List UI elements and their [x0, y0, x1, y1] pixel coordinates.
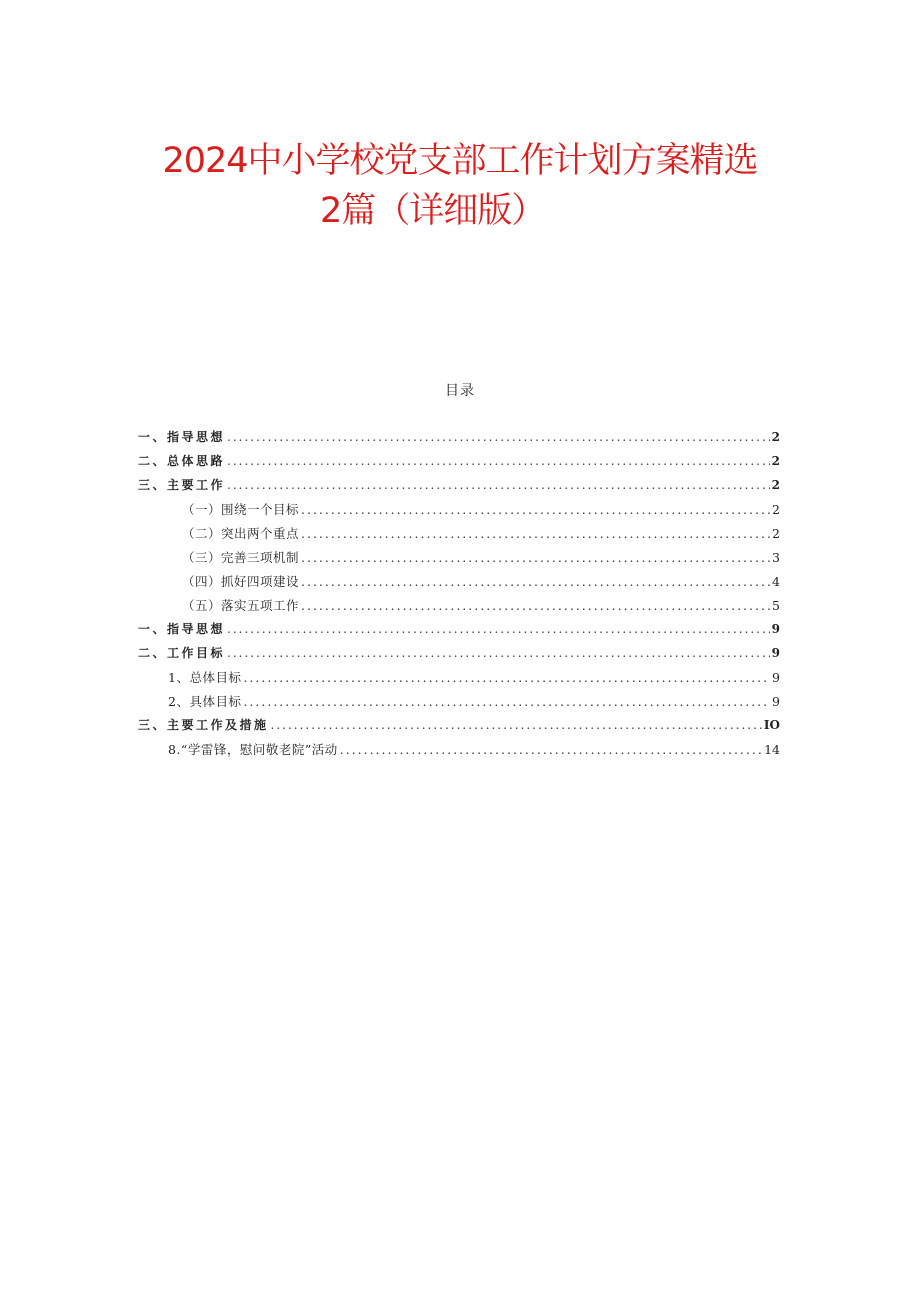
- toc-entry-label: （五）落实五项工作: [182, 598, 300, 613]
- toc-entry[interactable]: [138, 716, 780, 740]
- toc-leader-dots: [227, 430, 770, 444]
- document-title-line-1: 2024中小学校党支部工作计划方案精选: [162, 141, 758, 181]
- toc-leader-dots: [227, 646, 770, 660]
- toc-entry-page: 14: [764, 742, 780, 757]
- toc-entry[interactable]: [138, 668, 780, 692]
- toc-entry-page: 9: [772, 670, 780, 685]
- toc-entry-page: 2: [771, 478, 780, 492]
- toc-leader-dots: [301, 574, 770, 589]
- toc-entry-label: 1、总体目标: [168, 670, 242, 685]
- toc-heading: 目录: [445, 383, 475, 399]
- toc-entry-label: （二）突出两个重点: [182, 526, 300, 541]
- toc-entry-label: 三、主要工作: [138, 478, 226, 492]
- toc-entry[interactable]: [138, 524, 780, 548]
- toc-entry[interactable]: [138, 692, 780, 716]
- toc-entry-page: 9: [771, 622, 780, 636]
- toc-leader-dots: [301, 598, 770, 613]
- toc-entry-label: （三）完善三项机制: [182, 550, 300, 565]
- toc-entry-page: 9: [771, 646, 780, 660]
- toc-entry-label: （四）抓好四项建设: [182, 574, 300, 589]
- toc-leader-dots: [301, 502, 770, 517]
- toc-entry-page: 5: [772, 598, 780, 613]
- table-of-contents: [138, 428, 780, 764]
- toc-leader-dots: [271, 718, 762, 732]
- toc-leader-dots: [227, 622, 770, 636]
- toc-leader-dots: [227, 478, 770, 492]
- toc-entry-label: 三、主要工作及措施: [138, 718, 269, 732]
- document-title-line-2: 2篇（详细版）: [320, 191, 546, 231]
- toc-entry-page: 9: [772, 694, 780, 709]
- toc-entry-label: 一、指导思想: [138, 430, 226, 444]
- toc-entry-label: 一、指导思想: [138, 622, 226, 636]
- toc-leader-dots: [301, 526, 770, 541]
- toc-entry-label: 二、工作目标: [138, 646, 226, 660]
- toc-entry[interactable]: [138, 548, 780, 572]
- toc-entry-page: 2: [771, 430, 780, 444]
- toc-entry[interactable]: [138, 428, 780, 452]
- toc-entry-page: 3: [772, 550, 780, 565]
- toc-entry[interactable]: [138, 740, 780, 764]
- toc-entry[interactable]: [138, 572, 780, 596]
- toc-entry-page: 2: [771, 454, 780, 468]
- toc-entry[interactable]: [138, 596, 780, 620]
- toc-entry-label: 2、具体目标: [168, 694, 242, 709]
- toc-entry[interactable]: [138, 476, 780, 500]
- toc-entry[interactable]: [138, 644, 780, 668]
- toc-leader-dots: [301, 550, 770, 565]
- toc-entry[interactable]: [138, 620, 780, 644]
- toc-entry-label: （一）围绕一个目标: [182, 502, 300, 517]
- toc-entry-label: 二、总体思路: [138, 454, 226, 468]
- toc-entry-page: IO: [763, 718, 780, 732]
- document-title: [120, 136, 800, 236]
- toc-leader-dots: [243, 694, 770, 709]
- toc-entry-label: 8.“学雷锋，慰问敬老院”活动: [168, 742, 338, 757]
- toc-entry-page: 2: [772, 502, 780, 517]
- toc-entry[interactable]: [138, 500, 780, 524]
- toc-entry[interactable]: [138, 452, 780, 476]
- toc-leader-dots: [340, 742, 762, 757]
- toc-entry-page: 4: [772, 574, 780, 589]
- toc-leader-dots: [243, 670, 770, 685]
- toc-leader-dots: [227, 454, 770, 468]
- toc-entry-page: 2: [772, 526, 780, 541]
